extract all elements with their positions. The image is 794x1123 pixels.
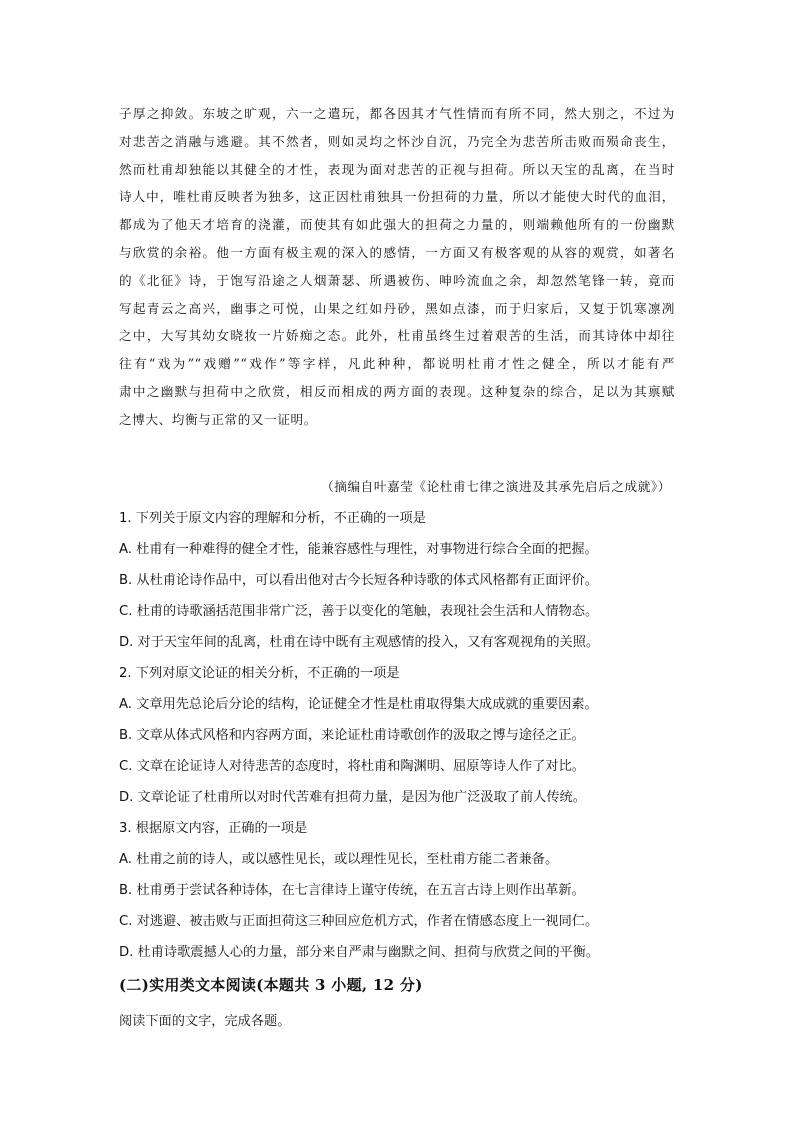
question-option: C. 杜甫的诗歌涵括范围非常广泛，善于以变化的笔触，表现社会生活和人情物态。	[119, 604, 599, 619]
passage-line: 对悲苦之消融与逃避。其不然者，则如灵均之怀沙自沉，乃完全为悲苦所击败而殒命丧生，	[119, 133, 675, 149]
question-option: D. 对于天宝年间的乱离，杜甫在诗中既有主观感情的投入，又有客观视角的关照。	[119, 635, 600, 650]
question-option: D. 杜甫诗歌震撼人心的力量，部分来自严肃与幽默之间、担荷与欣赏之间的平衡。	[119, 945, 600, 960]
passage-line: 与欣赏的余裕。他一方面有极主观的深入的感情，一方面又有极客观的从容的观赏，如著名	[119, 244, 675, 260]
passage-source: （摘编自叶嘉莹《论杜甫七律之演进及其承先启后之成就》）	[321, 479, 671, 494]
passage-line: 都成为了他天才培育的浇灌，而使其有如此强大的担荷之力量的，则端赖他所有的一份幽默	[119, 217, 675, 233]
section-instruction: 阅读下面的文字，完成各题。	[119, 1014, 291, 1029]
question-stem: 2. 下列对原文论证的相关分析，不正确的一项是	[119, 666, 400, 681]
question-option: C. 文章在论证诗人对待悲苦的态度时，将杜甫和陶渊明、屈原等诗人作了对比。	[119, 759, 585, 774]
passage-line: 然而杜甫却独能以其健全的才性，表现为面对悲苦的正视与担荷。所以天宝的乱离，在当时	[119, 161, 675, 177]
question-option: A. 杜甫有一种难得的健全才性，能兼容感性与理性，对事物进行综合全面的把握。	[119, 542, 598, 557]
passage-line: 诗人中，唯杜甫反映者为独多，这正因杜甫独具一份担荷的力量，所以才能使大时代的血泪，	[119, 189, 675, 205]
passage-line: 的《北征》诗，于饱写沿途之人烟萧瑟、所遇被伤、呻吟流血之余，却忽然笔锋一转，竟而	[119, 272, 675, 288]
passage-line: 之中，大写其幼女晓妆一片娇痴之态。此外，杜甫虽终生过着艰苦的生活，而其诗体中却往	[119, 328, 675, 344]
question-option: B. 文章从体式风格和内容两方面，来论证杜甫诗歌创作的汲取之博与途径之正。	[119, 728, 585, 743]
question-stem: 1. 下列关于原文内容的理解和分析，不正确的一项是	[119, 511, 426, 526]
question-stem: 3. 根据原文内容，正确的一项是	[119, 821, 308, 836]
passage-line: 写起青云之高兴，幽事之可悦，山果之红如丹砂，黑如点漆，而于归家后，又复于饥寒凛冽	[119, 300, 675, 316]
question-option: A. 杜甫之前的诗人，或以感性见长，或以理性见长，至杜甫方能二者兼备。	[119, 852, 559, 867]
passage-line: 肃中之幽默与担荷中之欣赏，相反而相成的两方面的表现。这种复杂的综合，足以为其禀赋	[119, 383, 675, 399]
question-option: D. 文章论证了杜甫所以对时代苦难有担荷力量，是因为他广泛汲取了前人传统。	[119, 790, 586, 805]
passage-line: 往有“戏为”“戏赠”“戏作”等字样，凡此种种，都说明杜甫才性之健全，所以才能有严	[119, 356, 675, 372]
reading-passage	[119, 100, 675, 434]
question-option: C. 对逃避、被击败与正面担荷这三种回应危机方式，作者在情感态度上一视同仁。	[119, 914, 599, 929]
passage-line: 之博大、均衡与正常的又一证明。	[119, 411, 317, 427]
question-option: B. 杜甫勇于尝试各种诗体，在七言律诗上谨守传统，在五言古诗上则作出革新。	[119, 883, 585, 898]
question-option: B. 从杜甫论诗作品中，可以看出他对古今长短各种诗歌的体式风格都有正面评价。	[119, 573, 598, 588]
section-heading: (二)实用类文本阅读(本题共 3 小题, 12 分)	[119, 976, 423, 994]
question-option: A. 文章用先总论后分论的结构，论证健全才性是杜甫取得集大成成就的重要因素。	[119, 697, 598, 712]
question-list	[119, 508, 679, 973]
passage-line: 子厚之抑敛。东坡之旷观，六一之遣玩，都各因其才气性情而有所不同，然大别之，不过为	[119, 106, 675, 121]
